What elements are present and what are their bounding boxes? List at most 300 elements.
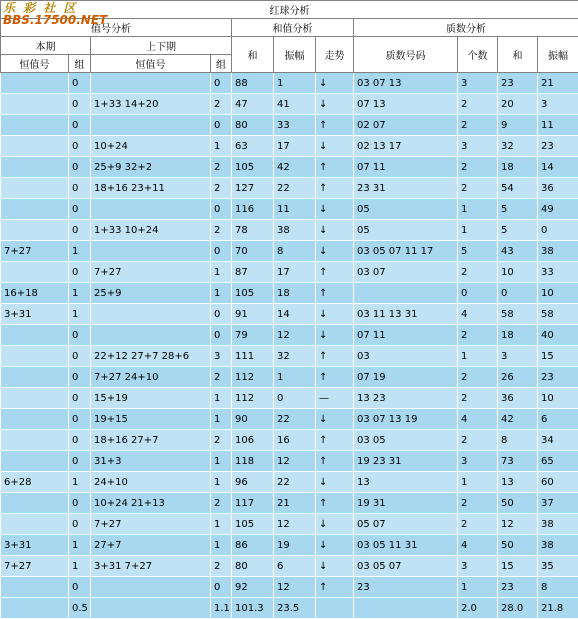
zhishuhaoma-cell (354, 283, 458, 304)
zhishu-zhenfu-cell: 0 (538, 220, 578, 241)
geshu-cell: 2 (458, 325, 498, 346)
zhishuhaoma-cell: 03 07 13 19 (354, 409, 458, 430)
zhishu-zhenfu-cell: 49 (538, 199, 578, 220)
zoushi-cell: ↓ (316, 535, 354, 556)
benqi-hengzhihao-cell (1, 514, 69, 535)
benqi-hengzhihao-cell (1, 346, 69, 367)
zhenfu-cell: 14 (274, 304, 316, 325)
he-cell: 112 (232, 388, 274, 409)
zoushi-cell: ↑ (316, 262, 354, 283)
benqi-hengzhihao-cell (1, 493, 69, 514)
zhishu-he-cell: 23 (498, 73, 538, 94)
zoushi-total-cell (316, 598, 354, 619)
benqi-hengzhihao-cell (1, 388, 69, 409)
zhishuhaoma-cell: 19 31 (354, 493, 458, 514)
shangxiaqi-hengzhihao-cell: 7+27 (91, 262, 211, 283)
zhishu-he-cell: 18 (498, 325, 538, 346)
zhishu-zhenfu-header: 振幅 (538, 37, 578, 73)
table-row (1, 115, 578, 136)
zhishuhaoma-cell: 03 07 (354, 262, 458, 283)
benqi-zu-cell: 0 (69, 388, 91, 409)
table-row (1, 283, 578, 304)
zhenfu-cell: 12 (274, 514, 316, 535)
table-row (1, 325, 578, 346)
he-cell: 117 (232, 493, 274, 514)
shangxiaqi-zu-cell: 1 (211, 409, 232, 430)
zhishu-he-cell: 50 (498, 535, 538, 556)
shangxiaqi-zu-cell: 0 (211, 199, 232, 220)
shangxiaqi-zu-cell: 2 (211, 556, 232, 577)
zoushi-cell: ↓ (316, 73, 354, 94)
zhishu-zhenfu-cell: 38 (538, 535, 578, 556)
benqi-zu-cell: 0 (69, 199, 91, 220)
benqi-zu-cell: 0 (69, 346, 91, 367)
benqi-hengzhihao-cell (1, 367, 69, 388)
geshu-cell: 2 (458, 493, 498, 514)
benqi-hengzhihao-cell (1, 199, 69, 220)
zhishu-zhenfu-cell: 35 (538, 556, 578, 577)
table-row (1, 367, 578, 388)
zhishu-he-cell: 5 (498, 220, 538, 241)
benqi-hengzhihao-cell (1, 577, 69, 598)
zoushi-cell: ↓ (316, 304, 354, 325)
benqi-zu-cell: 0 (69, 94, 91, 115)
shangxiaqi-hengzhihao-cell: 24+10 (91, 472, 211, 493)
benqi-zu-cell: 0 (69, 157, 91, 178)
table-row (1, 241, 578, 262)
shangxiaqi-zu-cell: 2 (211, 220, 232, 241)
shangxiaqi-hengzhihao-cell: 10+24 (91, 136, 211, 157)
zhishu-he-cell: 26 (498, 367, 538, 388)
benqi-hengzhihao-cell: 3+31 (1, 304, 69, 325)
benqi-hengzhihao-cell: 16+18 (1, 283, 69, 304)
geshu-cell: 2 (458, 262, 498, 283)
zhishu-zhenfu-cell: 15 (538, 346, 578, 367)
shangxiaqi-hengzhihao-header: 恒值号 (91, 55, 211, 73)
table-row (1, 493, 578, 514)
shangxiaqi-zu-cell: 0 (211, 115, 232, 136)
benqi-zu-cell: 0 (69, 178, 91, 199)
benqi-zu-cell: 0 (69, 325, 91, 346)
shangxiaqi-hengzhihao-cell (91, 199, 211, 220)
shangxiaqi-zu-cell: 1 (211, 283, 232, 304)
zhishu-he-cell: 8 (498, 430, 538, 451)
zoushi-cell: ↓ (316, 472, 354, 493)
shangxiaqi-hengzhihao-cell (91, 577, 211, 598)
zhishuhaoma-cell: 13 (354, 472, 458, 493)
he-cell: 91 (232, 304, 274, 325)
zhishu-he-cell: 20 (498, 94, 538, 115)
geshu-cell: 3 (458, 73, 498, 94)
he-cell: 90 (232, 409, 274, 430)
watermark-line1: 乐 彩 社 区 (3, 2, 107, 14)
he-header: 和 (232, 37, 274, 73)
geshu-cell: 2 (458, 115, 498, 136)
zhishu-he-cell: 42 (498, 409, 538, 430)
watermark-logo (3, 2, 107, 26)
geshu-cell: 1 (458, 472, 498, 493)
zhishu-he-cell: 15 (498, 556, 538, 577)
zoushi-cell: ↓ (316, 136, 354, 157)
table-row (1, 577, 578, 598)
he-cell: 116 (232, 199, 274, 220)
benqi-zu-cell: 1 (69, 241, 91, 262)
benqi-zu-cell: 0 (69, 73, 91, 94)
shangxiaqi-hengzhihao-cell: 7+27 (91, 514, 211, 535)
zhishu-he-cell: 5 (498, 199, 538, 220)
zoushi-cell: ↓ (316, 94, 354, 115)
benqi-zu-cell: 0 (69, 493, 91, 514)
he-cell: 47 (232, 94, 274, 115)
geshu-cell: 1 (458, 346, 498, 367)
zhishu-he-cell: 10 (498, 262, 538, 283)
zhishu-zhenfu-cell: 10 (538, 388, 578, 409)
zhishuhaoma-cell: 03 05 (354, 430, 458, 451)
zoushi-cell: ↑ (316, 346, 354, 367)
shangxiaqi-hengzhihao-cell (91, 325, 211, 346)
zoushi-cell: ↑ (316, 430, 354, 451)
he-cell: 92 (232, 577, 274, 598)
benqi-zu-cell: 0 (69, 136, 91, 157)
he-cell: 127 (232, 178, 274, 199)
geshu-cell: 0 (458, 283, 498, 304)
he-cell: 87 (232, 262, 274, 283)
zhenfu-cell: 38 (274, 220, 316, 241)
benqi-zu-cell: 1 (69, 535, 91, 556)
geshu-cell: 1 (458, 577, 498, 598)
zhishu-zhenfu-cell: 23 (538, 367, 578, 388)
benqi-zu-cell: 0 (69, 577, 91, 598)
zhenfu-cell: 32 (274, 346, 316, 367)
benqi-zu-cell: 1 (69, 283, 91, 304)
zhishuhaoma-cell: 03 11 13 31 (354, 304, 458, 325)
zhenfu-cell: 22 (274, 178, 316, 199)
shangxiaqi-hengzhihao-cell: 3+31 7+27 (91, 556, 211, 577)
shangxiaqi-zu-cell: 1 (211, 136, 232, 157)
benqi-hengzhihao-cell: 6+28 (1, 472, 69, 493)
zoushi-cell: ↑ (316, 367, 354, 388)
zoushi-cell: ↑ (316, 493, 354, 514)
zhishu-zhenfu-cell: 38 (538, 241, 578, 262)
table-row (1, 472, 578, 493)
zhishuhaoma-cell: 02 07 (354, 115, 458, 136)
zhishuhaoma-cell: 05 (354, 220, 458, 241)
shangxiaqi-hengzhihao-cell: 10+24 21+13 (91, 493, 211, 514)
benqi-zu-cell: 0 (69, 514, 91, 535)
zhishu-he-cell: 3 (498, 346, 538, 367)
benqi-hengzhihao-cell (1, 73, 69, 94)
benqi-hengzhihao-cell (1, 262, 69, 283)
shangxiaqi-zu-cell: 0 (211, 73, 232, 94)
shangxiaqi-hengzhihao-cell: 19+15 (91, 409, 211, 430)
zhenfu-cell: 19 (274, 535, 316, 556)
table-row (1, 388, 578, 409)
table-row (1, 94, 578, 115)
zhishu-he-cell: 32 (498, 136, 538, 157)
shangxiaqi-zu-cell: 0 (211, 241, 232, 262)
shangxiaqi-zu-cell: 1 (211, 388, 232, 409)
shangxiaqi-hengzhihao-cell: 31+3 (91, 451, 211, 472)
zhishu-zhenfu-cell: 37 (538, 493, 578, 514)
he-cell: 70 (232, 241, 274, 262)
zhishuhaoma-cell: 03 05 11 31 (354, 535, 458, 556)
zhishu-zhenfu-total-cell: 21.8 (538, 598, 578, 619)
benqi-hengzhihao-cell (1, 220, 69, 241)
geshu-cell: 1 (458, 220, 498, 241)
shangxiaqi-zu-cell: 2 (211, 94, 232, 115)
totals-row (1, 598, 578, 619)
zhenfu-cell: 33 (274, 115, 316, 136)
zhenfu-cell: 22 (274, 472, 316, 493)
zhenfu-cell: 11 (274, 199, 316, 220)
zoushi-cell: ↓ (316, 199, 354, 220)
zoushi-header: 走势 (316, 37, 354, 73)
zhishu-he-cell: 50 (498, 493, 538, 514)
zhenfu-cell: 41 (274, 94, 316, 115)
benqi-zu-cell: 0 (69, 115, 91, 136)
zhenfu-cell: 21 (274, 493, 316, 514)
shangxiaqi-hengzhihao-cell (91, 115, 211, 136)
zhishuhaoma-total-cell (354, 598, 458, 619)
zhishuhaoma-cell: 07 11 (354, 325, 458, 346)
shangxiaqi-zu-cell: 1 (211, 535, 232, 556)
benqi-hengzhihao-cell (1, 94, 69, 115)
zhishu-he-cell: 36 (498, 388, 538, 409)
benqi-hengzhihao-cell (1, 157, 69, 178)
shangxiaqi-zu-cell: 0 (211, 304, 232, 325)
geshu-cell: 1 (458, 199, 498, 220)
zhishuhaoma-cell: 07 11 (354, 157, 458, 178)
benqi-hengzhihao-cell: 7+27 (1, 556, 69, 577)
table-row (1, 535, 578, 556)
he-cell: 111 (232, 346, 274, 367)
table-row (1, 136, 578, 157)
zhishu-he-cell: 18 (498, 157, 538, 178)
benqi-zu-cell: 0 (69, 367, 91, 388)
benqi-zu-cell: 0 (69, 220, 91, 241)
shangxiaqi-hengzhihao-cell: 1+33 14+20 (91, 94, 211, 115)
zoushi-cell: ↓ (316, 514, 354, 535)
shangxiaqi-zu-cell: 3 (211, 346, 232, 367)
geshu-total-cell: 2.0 (458, 598, 498, 619)
zhishu-zhenfu-cell: 65 (538, 451, 578, 472)
geshu-cell: 2 (458, 178, 498, 199)
shangxiaqi-zu-cell: 2 (211, 430, 232, 451)
zhenfu-total-cell: 23.5 (274, 598, 316, 619)
benqi-zu-cell: 1 (69, 556, 91, 577)
shangxiaqi-hengzhihao-cell: 22+12 27+7 28+6 (91, 346, 211, 367)
benqi-header: 本期 (1, 37, 91, 55)
zhishu-zhenfu-cell: 10 (538, 283, 578, 304)
benqi-hengzhihao-header: 恒值号 (1, 55, 69, 73)
he-cell: 88 (232, 73, 274, 94)
table-row (1, 199, 578, 220)
zhishu-zhenfu-cell: 34 (538, 430, 578, 451)
zhishu-zhenfu-cell: 23 (538, 136, 578, 157)
zhishu-zhenfu-cell: 3 (538, 94, 578, 115)
shangxiaqi-hengzhihao-cell: 1+33 10+24 (91, 220, 211, 241)
geshu-cell: 4 (458, 535, 498, 556)
geshu-cell: 5 (458, 241, 498, 262)
zhishuhaoma-cell: 07 13 (354, 94, 458, 115)
zhishu-he-cell: 12 (498, 514, 538, 535)
benqi-zu-cell: 0 (69, 409, 91, 430)
zhenfu-cell: 12 (274, 451, 316, 472)
benqi-hengzhihao-cell (1, 430, 69, 451)
zhishu-zhenfu-cell: 38 (538, 514, 578, 535)
shangxiaqi-hengzhihao-cell: 25+9 (91, 283, 211, 304)
group-hezhi-header: 和值分析 (232, 19, 354, 37)
geshu-cell: 2 (458, 367, 498, 388)
zhishuhaoma-cell: 19 23 31 (354, 451, 458, 472)
table-row (1, 178, 578, 199)
zhenfu-cell: 17 (274, 262, 316, 283)
zoushi-cell: ↑ (316, 157, 354, 178)
shangxiaqi-zu-cell: 2 (211, 493, 232, 514)
zoushi-cell: ↓ (316, 325, 354, 346)
benqi-hengzhihao-cell (1, 178, 69, 199)
benqi-zu-cell: 0 (69, 430, 91, 451)
zhenfu-cell: 16 (274, 430, 316, 451)
zhishu-zhenfu-cell: 60 (538, 472, 578, 493)
zhenfu-cell: 12 (274, 577, 316, 598)
zhenfu-header: 振幅 (274, 37, 316, 73)
shangxiaqi-hengzhihao-cell (91, 241, 211, 262)
zhishuhaoma-cell: 03 05 07 (354, 556, 458, 577)
geshu-cell: 3 (458, 136, 498, 157)
zhishu-zhenfu-cell: 40 (538, 325, 578, 346)
benqi-zu-cell: 0 (69, 451, 91, 472)
shangxiaqi-hengzhihao-cell: 25+9 32+2 (91, 157, 211, 178)
he-cell: 105 (232, 514, 274, 535)
shangxiaqi-hengzhihao-cell: 7+27 24+10 (91, 367, 211, 388)
shangxiaqi-zu-cell: 1 (211, 514, 232, 535)
zhishu-zhenfu-cell: 6 (538, 409, 578, 430)
shangxiaqi-hengzhihao-cell: 18+16 23+11 (91, 178, 211, 199)
zoushi-cell: ↑ (316, 178, 354, 199)
geshu-cell: 4 (458, 304, 498, 325)
geshu-cell: 2 (458, 157, 498, 178)
zhishu-he-cell: 73 (498, 451, 538, 472)
zhishu-he-cell: 0 (498, 283, 538, 304)
shangxiaqi-header: 上下期 (91, 37, 232, 55)
table-row (1, 430, 578, 451)
zhenfu-cell: 12 (274, 325, 316, 346)
zhishu-he-cell: 23 (498, 577, 538, 598)
watermark-line2: BBS.17500.NET (3, 14, 107, 26)
zhishuhaoma-cell: 23 (354, 577, 458, 598)
shangxiaqi-zu-cell: 2 (211, 157, 232, 178)
zoushi-cell: ↑ (316, 577, 354, 598)
table-row (1, 304, 578, 325)
he-cell: 79 (232, 325, 274, 346)
benqi-zu-cell: 1 (69, 304, 91, 325)
shangxiaqi-hengzhihao-cell (91, 73, 211, 94)
zhenfu-cell: 0 (274, 388, 316, 409)
benqi-hengzhihao-cell (1, 136, 69, 157)
shangxiaqi-zu-cell: 1 (211, 451, 232, 472)
geshu-cell: 2 (458, 94, 498, 115)
zhishuhaoma-cell: 05 (354, 199, 458, 220)
he-cell: 106 (232, 430, 274, 451)
table-row (1, 556, 578, 577)
zhishu-he-total-cell: 28.0 (498, 598, 538, 619)
zhenfu-cell: 42 (274, 157, 316, 178)
he-cell: 78 (232, 220, 274, 241)
zhishu-he-cell: 9 (498, 115, 538, 136)
he-cell: 118 (232, 451, 274, 472)
benqi-hengzhihao-cell: 3+31 (1, 535, 69, 556)
table-row (1, 346, 578, 367)
zoushi-cell: ↓ (316, 220, 354, 241)
zhishu-he-cell: 58 (498, 304, 538, 325)
zhishuhaoma-cell: 23 31 (354, 178, 458, 199)
zhenfu-cell: 8 (274, 241, 316, 262)
shangxiaqi-zu-cell: 0 (211, 325, 232, 346)
he-total-cell: 101.3 (232, 598, 274, 619)
he-cell: 63 (232, 136, 274, 157)
shangxiaqi-zu-cell: 2 (211, 178, 232, 199)
zhishuhaoma-cell: 05 07 (354, 514, 458, 535)
geshu-cell: 2 (458, 514, 498, 535)
table-title: 红球分析 (1, 1, 578, 19)
group-zhishu-header: 质数分析 (354, 19, 578, 37)
zhishu-he-header: 和 (498, 37, 538, 73)
table-row (1, 262, 578, 283)
table-row (1, 220, 578, 241)
zoushi-cell: ↓ (316, 409, 354, 430)
he-cell: 96 (232, 472, 274, 493)
geshu-cell: 2 (458, 430, 498, 451)
benqi-hengzhihao-cell (1, 451, 69, 472)
table-row (1, 73, 578, 94)
shangxiaqi-zu-cell: 1 (211, 472, 232, 493)
shangxiaqi-zu-header: 组 (211, 55, 232, 73)
group-hengzhi-header: 值号分析 (1, 19, 232, 37)
zoushi-cell: ↓ (316, 241, 354, 262)
shangxiaqi-hengzhihao-cell (91, 304, 211, 325)
benqi-hengzhihao-cell (1, 409, 69, 430)
he-cell: 80 (232, 115, 274, 136)
he-cell: 105 (232, 283, 274, 304)
table-body (1, 73, 578, 619)
zhishuhaoma-header: 质数号码 (354, 37, 458, 73)
zhenfu-cell: 22 (274, 409, 316, 430)
benqi-hengzhihao-total-cell (1, 598, 69, 619)
zhenfu-cell: 1 (274, 73, 316, 94)
zhenfu-cell: 1 (274, 367, 316, 388)
he-cell: 86 (232, 535, 274, 556)
geshu-cell: 2 (458, 388, 498, 409)
zhenfu-cell: 17 (274, 136, 316, 157)
zhishuhaoma-cell: 02 13 17 (354, 136, 458, 157)
benqi-zu-cell: 0 (69, 262, 91, 283)
benqi-zu-total-cell: 0.5 (69, 598, 91, 619)
zhishu-he-cell: 13 (498, 472, 538, 493)
zhishuhaoma-cell: 07 19 (354, 367, 458, 388)
zhishu-zhenfu-cell: 8 (538, 577, 578, 598)
shangxiaqi-hengzhihao-cell: 27+7 (91, 535, 211, 556)
table-row (1, 157, 578, 178)
zhishuhaoma-cell: 13 23 (354, 388, 458, 409)
shangxiaqi-hengzhihao-total-cell (91, 598, 211, 619)
benqi-hengzhihao-cell: 7+27 (1, 241, 69, 262)
zoushi-cell: — (316, 388, 354, 409)
zoushi-cell: ↑ (316, 451, 354, 472)
geshu-cell: 4 (458, 409, 498, 430)
zhishuhaoma-cell: 03 05 07 11 17 (354, 241, 458, 262)
table-row (1, 514, 578, 535)
